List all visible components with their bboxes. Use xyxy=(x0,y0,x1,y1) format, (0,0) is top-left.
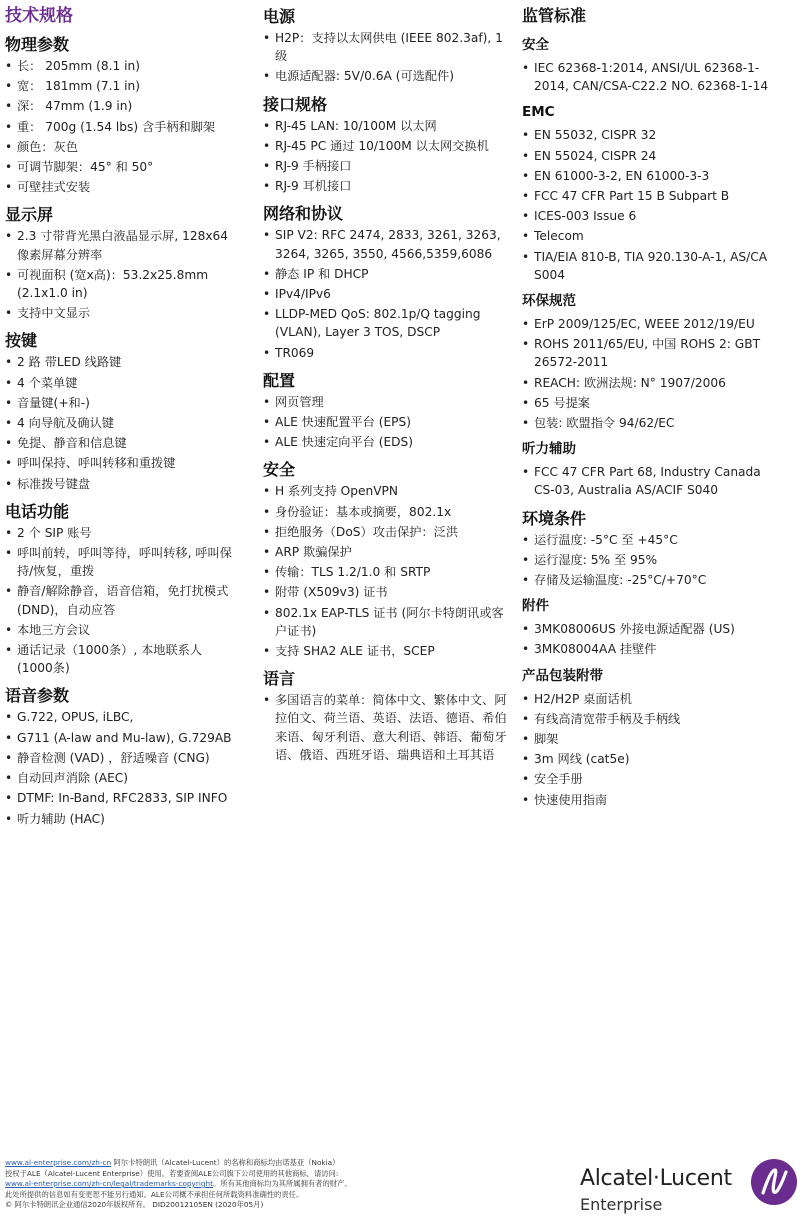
section-title: 附件 xyxy=(522,598,549,615)
spec-section xyxy=(5,501,240,678)
spec-section xyxy=(263,459,508,660)
section-title: 电源 xyxy=(263,7,296,26)
section-title: 显示屏 xyxy=(5,205,54,225)
spec-section xyxy=(263,6,508,86)
spec-item: • 可壁挂式安装 xyxy=(5,178,240,196)
spec-list xyxy=(263,482,508,660)
spec-item: • 附带 (X509v3) 证书 xyxy=(263,583,508,601)
spec-item: • 包装: 欧盟指令 94/62/EC xyxy=(522,414,782,432)
spec-item: • 本地三方会议 xyxy=(5,621,240,639)
spec-item: • FCC 47 CFR Part 68, Industry Canada CS-03, Australia AS/ACIF S040 xyxy=(522,463,782,499)
spec-item: • DTMF: In-Band, RFC2833, SIP INFO xyxy=(5,789,240,807)
spec-item: • EN 55024, CISPR 24 xyxy=(522,147,782,165)
logo-mark-icon xyxy=(750,1158,798,1206)
spec-item: • 静态 IP 和 DHCP xyxy=(263,265,508,283)
spec-item: • FCC 47 CFR Part 15 B Subpart B xyxy=(522,187,782,205)
spec-item: • IPv4/IPv6 xyxy=(263,285,508,303)
page-title: 技术规格 xyxy=(5,6,73,26)
section-title: 环保规范 xyxy=(522,293,576,310)
spec-item: • 静音/解除静音，语音信箱，免打扰模式 (DND)，自动应答 xyxy=(5,582,240,618)
spec-item: • IEC 62368-1:2014, ANSI/UL 62368-1-2014, CAN/CSA-C22.2 NO. 62368-1-14 xyxy=(522,59,782,95)
sections-right-sub xyxy=(522,36,782,500)
spec-item: • 自动回声消除 (AEC) xyxy=(5,769,240,787)
spec-item: • 运行湿度: 5% 至 95% xyxy=(522,551,782,569)
spec-item: • RJ-45 PC 通过 10/100M 以太网交换机 xyxy=(263,137,508,155)
spec-item: • 通话记录（1000条）, 本地联系人 (1000条) xyxy=(5,641,240,677)
spec-item: • RJ-9 耳机接口 xyxy=(263,177,508,195)
spec-list xyxy=(522,59,782,95)
spec-section xyxy=(522,103,782,284)
spec-item: • ALE 快速定向平台 (EDS) xyxy=(263,433,508,451)
spec-item: • EN 55032, CISPR 32 xyxy=(522,126,782,144)
spec-list xyxy=(263,117,508,196)
column-right xyxy=(522,0,782,817)
logo-subtitle: Enterprise xyxy=(580,1195,663,1214)
spec-item: • 支持中文显示 xyxy=(5,304,240,322)
spec-item: • H 系列支持 OpenVPN xyxy=(263,482,508,500)
spec-section xyxy=(522,440,782,499)
spec-item: • 3m 网线 (cat5e) xyxy=(522,750,782,768)
spec-item: • 宽： 181mm (7.1 in) xyxy=(5,77,240,95)
spec-item: • 标准拨号键盘 xyxy=(5,475,240,493)
spec-item: • TIA/EIA 810-B, TIA 920.130-A-1, AS/CA S004 xyxy=(522,248,782,284)
spec-item: • 免提、静音和信息键 xyxy=(5,434,240,452)
spec-list xyxy=(522,620,782,658)
spec-item: • 可视面积 (宽x高)：53.2x25.8mm (2.1x1.0 in) xyxy=(5,266,240,302)
spec-item: • 音量键(+和-) xyxy=(5,394,240,412)
spec-list xyxy=(522,315,782,432)
spec-item: • 2 个 SIP 账号 xyxy=(5,524,240,542)
logo-wordmark: Alcatel·Lucent xyxy=(580,1166,732,1191)
spec-item: • 2 路 带LED 线路键 xyxy=(5,353,240,371)
footer-line-4: 此处所提供的信息如有变更恕不能另行通知。ALE公司概不承担任何所载资料准确性的责任。 xyxy=(5,1189,304,1199)
section-title: EMC xyxy=(522,104,555,121)
spec-item: • SIP V2: RFC 2474, 2833, 3261, 3263, 3264, 3265, 3550, 4566,5359,6086 xyxy=(263,226,508,262)
spec-item: • H2/H2P 桌面话机 xyxy=(522,690,782,708)
spec-item: • Telecom xyxy=(522,227,782,245)
section-title: 接口规格 xyxy=(263,94,328,114)
spec-section xyxy=(263,203,508,361)
spec-item: • 2.3 寸带背光黑白液晶显示屏, 128x64 像素屏幕分辨率 xyxy=(5,227,240,263)
spec-item: • 支持 SHA2 ALE 证书，SCEP xyxy=(263,642,508,660)
spec-item: • ALE 快速配置平台 (EPS) xyxy=(263,413,508,431)
spec-section xyxy=(522,292,782,432)
spec-item: • 呼叫前转，呼叫等待，呼叫转移, 呼叫保持/恢复，重拨 xyxy=(5,544,240,580)
spec-item: • 802.1x EAP-TLS 证书 (阿尔卡特朗讯或客户证书) xyxy=(263,604,508,640)
section-title: 听力辅助 xyxy=(522,441,576,458)
spec-item: • 呼叫保持、呼叫转移和重拨键 xyxy=(5,454,240,472)
spec-section xyxy=(522,508,782,590)
spec-list xyxy=(522,463,782,499)
footer-line-3 xyxy=(5,1179,565,1190)
spec-item: • 3MK08006US 外接电源适配器 (US) xyxy=(522,620,782,638)
section-title: 环境条件 xyxy=(522,508,587,528)
spec-section xyxy=(522,597,782,658)
section-title: 电话功能 xyxy=(5,501,70,521)
spec-item: • 电源适配器: 5V/0.6A (可选配件) xyxy=(263,67,508,85)
spec-item: • 运行温度: -5°C 至 +45°C xyxy=(522,531,782,549)
section-title: 语音参数 xyxy=(5,686,70,706)
spec-item: • 身份验证：基本或摘要，802.1x xyxy=(263,503,508,521)
spec-item: • 听力辅助 (HAC) xyxy=(5,810,240,828)
spec-item: • G711 (A-law and Mu-law), G.729AB xyxy=(5,729,240,747)
spec-section xyxy=(5,34,240,196)
spec-section xyxy=(5,685,240,827)
footer-line-1 xyxy=(5,1158,565,1169)
spec-item: • 颜色：灰色 xyxy=(5,138,240,156)
spec-item: • 安全手册 xyxy=(522,770,782,788)
spec-item: • 网页管理 xyxy=(263,393,508,411)
spec-list xyxy=(522,531,782,590)
spec-list xyxy=(5,524,240,678)
sections-right-main xyxy=(522,508,782,809)
alcatel-lucent-logo xyxy=(578,1158,798,1218)
spec-item: • 传输：TLS 1.2/1.0 和 SRTP xyxy=(263,563,508,581)
spec-item: • 可调节脚架：45° 和 50° xyxy=(5,158,240,176)
spec-list xyxy=(5,57,240,196)
spec-section xyxy=(5,204,240,322)
spec-item: • 多国语言的菜单：简体中文、繁体中文、阿拉伯文、荷兰语、英语、法语、德语、希伯来语、匈牙利语、意大利语、韩语、葡萄牙语、俄语、西班牙语、瑞典语和土耳其语 xyxy=(263,691,508,764)
trademarks-link[interactable]: www.al-enterprise.com/zh-cn/legal/trademarks-copyright xyxy=(5,1179,214,1188)
spec-section xyxy=(263,370,508,452)
footer-line-2: 授权于ALE（Alcatel-Lucent Enterprise）使用。若要查阅ALE公司旗下公司使用的其他商标，请访问: xyxy=(5,1168,339,1178)
spec-item: • G.722, OPUS, iLBC, xyxy=(5,708,240,726)
column-left xyxy=(5,0,240,836)
spec-item: • H2P：支持以太网供电 (IEEE 802.3af), 1级 xyxy=(263,29,508,65)
spec-item: • 脚架 xyxy=(522,730,782,748)
section-title: 按键 xyxy=(5,331,38,351)
regulatory-title: 监管标准 xyxy=(522,6,587,25)
spec-list xyxy=(5,227,240,322)
section-title: 语言 xyxy=(263,669,296,689)
spec-item: • EN 61000-3-2, EN 61000-3-3 xyxy=(522,167,782,185)
spec-section xyxy=(522,667,782,809)
footer-text-3: 。所有其他商标均为其所属拥有者的财产。 xyxy=(213,1179,352,1188)
spec-item: • 存储及运输温度: -25°C/+70°C xyxy=(522,571,782,589)
spec-item: • RJ-45 LAN: 10/100M 以太网 xyxy=(263,117,508,135)
spec-item: • 静音检测 (VAD) ，舒适噪音 (CNG) xyxy=(5,749,240,767)
footer-line-5: © 阿尔卡特朗讯企业通信2020年版权所有。 DID20012105EN (2020年05月) xyxy=(5,1200,264,1209)
footer-legal xyxy=(5,1158,565,1211)
section-title: 安全 xyxy=(522,37,549,53)
section-title: 配置 xyxy=(263,370,296,390)
section-title: 产品包装附带 xyxy=(522,667,603,684)
spec-item: • TR069 xyxy=(263,344,508,362)
spec-item: • 3MK08004AA 挂壁件 xyxy=(522,640,782,658)
spec-item: • REACH: 欧洲法规: N° 1907/2006 xyxy=(522,374,782,392)
spec-item: • 4 个菜单键 xyxy=(5,374,240,392)
footer-text-1: 阿尔卡特朗讯（Alcatel-Lucent）的名称和商标均由诺基亚（Nokia） xyxy=(111,1158,340,1167)
spec-list xyxy=(263,393,508,452)
section-title: 网络和协议 xyxy=(263,204,344,224)
spec-item: • 拒绝服务（DoS）攻击保护：泛洪 xyxy=(263,523,508,541)
sections-middle xyxy=(263,6,508,764)
spec-item: • ARP 欺骗保护 xyxy=(263,543,508,561)
spec-section xyxy=(5,330,240,492)
spec-list xyxy=(263,29,508,86)
section-title: 安全 xyxy=(263,460,296,480)
column-middle xyxy=(263,0,508,772)
spec-item: • 深： 47mm (1.9 in) xyxy=(5,97,240,115)
spec-list xyxy=(263,691,508,764)
spec-item: • 快速使用指南 xyxy=(522,791,782,809)
spec-item: • ErP 2009/125/EC, WEEE 2012/19/EU xyxy=(522,315,782,333)
spec-item: • ROHS 2011/65/EU, 中国 ROHS 2: GBT 26572-2011 xyxy=(522,335,782,371)
website-link[interactable]: www.al-enterprise.com/zh-cn xyxy=(5,1158,112,1167)
spec-item: • RJ-9 手柄接口 xyxy=(263,157,508,175)
spec-item: • 65 号提案 xyxy=(522,394,782,412)
spec-list xyxy=(5,708,240,827)
sections-left xyxy=(5,34,240,828)
spec-section xyxy=(263,668,508,764)
spec-item: • 4 向导航及确认键 xyxy=(5,414,240,432)
spec-item: • 有线高清宽带手柄及手柄线 xyxy=(522,710,782,728)
spec-section xyxy=(263,94,508,196)
spec-item: • LLDP-MED QoS: 802.1p/Q tagging (VLAN), Layer 3 TOS, DSCP xyxy=(263,305,508,341)
section-title: 物理参数 xyxy=(5,35,70,54)
spec-item: • ICES-003 Issue 6 xyxy=(522,207,782,225)
spec-item: • 重： 700g (1.54 lbs) 含手柄和脚架 xyxy=(5,118,240,136)
spec-section xyxy=(522,36,782,95)
spec-list xyxy=(263,226,508,361)
spec-item: • 长： 205mm (8.1 in) xyxy=(5,57,240,75)
spec-list xyxy=(522,126,782,284)
spec-list xyxy=(5,353,240,492)
spec-list xyxy=(522,690,782,809)
